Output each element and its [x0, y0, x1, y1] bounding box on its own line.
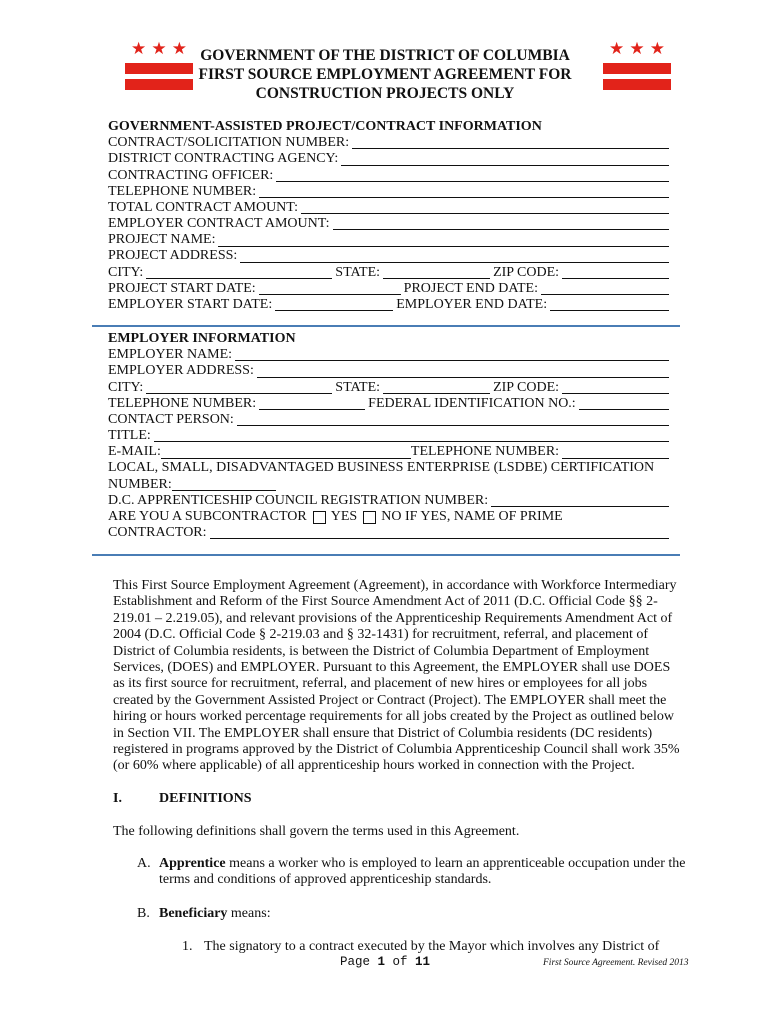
section-divider [92, 325, 680, 327]
lsdbe-number-field[interactable] [172, 478, 276, 491]
section-heading [113, 791, 252, 807]
employer-start-field[interactable] [275, 298, 393, 311]
intro-line: Services, (DOES) and EMPLOYER. Pursuant to this Agreement, the EMPLOYER shall use DOES [113, 660, 671, 676]
intro-line: in Section VII. The EMPLOYER shall ensure that District of Columbia residents (DC residents) [113, 725, 653, 741]
definition-a-marker: A. [137, 856, 151, 871]
section-title: DEFINITIONS [159, 791, 252, 806]
page-total: 11 [415, 955, 431, 969]
total-amount-label: TOTAL CONTRACT AMOUNT: [108, 199, 299, 215]
employer-telephone-label: TELEPHONE NUMBER: [108, 395, 257, 411]
project-address-label: PROJECT ADDRESS: [108, 248, 238, 264]
employer-city-field[interactable] [146, 381, 332, 394]
title-line-1: GOVERNMENT OF THE DISTRICT OF COLUMBIA [200, 47, 570, 64]
employer-info-section [108, 331, 672, 541]
definition-b-item-1 [182, 939, 682, 955]
star-icon: ★ [151, 39, 167, 58]
employer-telephone-field[interactable] [259, 397, 365, 410]
contact-person-field[interactable] [237, 413, 669, 426]
email-label: E-MAIL: [108, 444, 161, 460]
star-icon: ★ [131, 39, 147, 58]
definition-b-term: Beneficiary [159, 906, 228, 921]
employer-amount-label: EMPLOYER CONTRACT AMOUNT: [108, 216, 330, 232]
telephone-field[interactable] [259, 185, 669, 198]
employer-zip-label: ZIP CODE: [493, 379, 560, 395]
employer-info-heading: EMPLOYER INFORMATION [108, 330, 296, 346]
contract-number-field[interactable] [352, 136, 669, 149]
apprenticeship-field[interactable] [491, 494, 669, 507]
intro-line: registered in programs approved by the District of Columbia Apprenticeship Council shall work 35% [113, 742, 680, 758]
project-start-label: PROJECT START DATE: [108, 280, 256, 296]
intro-line: This First Source Employment Agreement (Agreement), in accordance with Workforce Intermediary [113, 578, 677, 593]
employer-name-field[interactable] [235, 348, 669, 361]
employer-end-label: EMPLOYER END DATE: [396, 297, 548, 313]
employer-state-label: STATE: [335, 379, 381, 395]
agency-label: DISTRICT CONTRACTING AGENCY: [108, 151, 339, 167]
email-telephone-field[interactable] [562, 446, 669, 459]
item-1-text: The signatory to a contract executed by the Mayor which involves any District of [204, 939, 660, 954]
agency-field[interactable] [341, 153, 669, 166]
city-field[interactable] [146, 266, 332, 279]
project-start-field[interactable] [259, 282, 401, 295]
project-info-heading: GOVERNMENT-ASSISTED PROJECT/CONTRACT INFORMATION [108, 118, 542, 134]
employer-name-label: EMPLOYER NAME: [108, 347, 233, 363]
employer-zip-field[interactable] [562, 381, 669, 394]
email-telephone-label: TELEPHONE NUMBER: [410, 444, 560, 460]
federal-id-label: FEDERAL IDENTIFICATION NO.: [368, 395, 576, 411]
definition-b-text: means: [227, 906, 271, 921]
intro-line: Establishment and Reform of the First Source Amendment Act of 2011 (D.C. Official Code §§ 2- [113, 594, 658, 610]
star-icon: ★ [629, 39, 645, 58]
title-field[interactable] [154, 429, 669, 442]
definition-b-marker: B. [137, 906, 150, 921]
intro-line: as its first source for recruitment, referral, and placement of new hires or employees for all jobs [113, 676, 648, 692]
title-line-2: FIRST SOURCE EMPLOYMENT AGREEMENT FOR [198, 66, 572, 83]
definition-a-term: Apprentice [159, 856, 226, 871]
employer-city-label: CITY: [108, 379, 144, 395]
email-field[interactable] [161, 446, 411, 459]
revision-note: First Source Agreement. Revised 2013 [543, 958, 689, 968]
contact-person-label: CONTACT PERSON: [108, 411, 234, 427]
page-current: 1 [377, 955, 386, 969]
telephone-label: TELEPHONE NUMBER: [108, 183, 257, 199]
project-name-field[interactable] [218, 234, 669, 247]
city-label: CITY: [108, 264, 144, 280]
yes-label: YES [330, 509, 358, 525]
definition-a-text-2: terms and conditions of approved apprenticeship standards. [159, 872, 492, 888]
intro-line: District of Columbia residents, is between the District of Columbia Department of Employment [113, 643, 650, 659]
star-icon: ★ [649, 39, 665, 58]
employer-amount-field[interactable] [333, 217, 669, 230]
subcontractor-label: ARE YOU A SUBCONTRACTOR [108, 509, 307, 525]
officer-field[interactable] [276, 169, 669, 182]
page-prefix: Page [340, 955, 378, 969]
project-end-field[interactable] [541, 282, 669, 295]
star-icon: ★ [609, 39, 625, 58]
intro-line: created by the Government Assisted Project or Contract (Project). The EMPLOYER shall meet the [113, 692, 667, 708]
employer-address-field[interactable] [257, 365, 669, 378]
definition-a [137, 856, 687, 889]
contract-number-label: CONTRACT/SOLICITATION NUMBER: [108, 135, 350, 151]
page-number [340, 955, 430, 969]
project-info-section [108, 119, 672, 313]
employer-address-label: EMPLOYER ADDRESS: [108, 363, 254, 379]
zip-label: ZIP CODE: [493, 264, 560, 280]
zip-field[interactable] [562, 266, 669, 279]
intro-line: hiring or hours worked percentage requirements for all jobs created by the Project as outlined below [113, 709, 674, 725]
no-checkbox[interactable] [363, 511, 376, 524]
total-amount-field[interactable] [301, 201, 669, 214]
no-label: NO IF YES, NAME OF PRIME [381, 509, 563, 525]
intro-line: (or 60% where applicable) of all apprenticeship hours worked in connection with the Project. [113, 758, 635, 774]
apprenticeship-label: D.C. APPRENTICESHIP COUNCIL REGISTRATION NUMBER: [108, 492, 489, 508]
employer-end-field[interactable] [550, 298, 669, 311]
definition-a-text: means a worker who is employed to learn an apprenticeable occupation under the [225, 856, 686, 871]
title-line-3: CONSTRUCTION PROJECTS ONLY [255, 85, 515, 102]
intro-line: 219.01 – 2.219.05), and relevant provisions of the Apprenticeship Requirements Amendment Act of [113, 610, 673, 626]
project-address-field[interactable] [240, 250, 669, 263]
yes-checkbox[interactable] [313, 511, 326, 524]
lsdbe-number-label: NUMBER: [108, 476, 172, 492]
section-number: I. [113, 791, 122, 806]
title-label: TITLE: [108, 428, 151, 444]
officer-label: CONTRACTING OFFICER: [108, 167, 274, 183]
intro-line: 2004 (D.C. Official Code § 2-219.03 and § 32-1431) for recruitment, referral, and placement of [113, 627, 649, 643]
document-title [0, 46, 770, 103]
employer-start-label: EMPLOYER START DATE: [108, 297, 273, 313]
definitions-intro: The following definitions shall govern the terms used in this Agreement. [113, 824, 520, 839]
state-field[interactable] [383, 266, 490, 279]
prime-contractor-field[interactable] [210, 526, 669, 539]
prime-contractor-label: CONTRACTOR: [108, 525, 207, 541]
definition-b [137, 906, 687, 922]
section-divider [92, 554, 680, 556]
page-of: of [385, 955, 416, 969]
item-1-marker: 1. [182, 939, 193, 954]
lsdbe-label: LOCAL, SMALL, DISADVANTAGED BUSINESS ENTERPRISE (LSDBE) CERTIFICATION [108, 460, 655, 476]
star-icon: ★ [171, 39, 187, 58]
intro-paragraph [113, 578, 683, 775]
project-end-label: PROJECT END DATE: [403, 280, 538, 296]
employer-state-field[interactable] [383, 381, 490, 394]
project-name-label: PROJECT NAME: [108, 232, 216, 248]
state-label: STATE: [335, 264, 381, 280]
federal-id-field[interactable] [579, 397, 669, 410]
